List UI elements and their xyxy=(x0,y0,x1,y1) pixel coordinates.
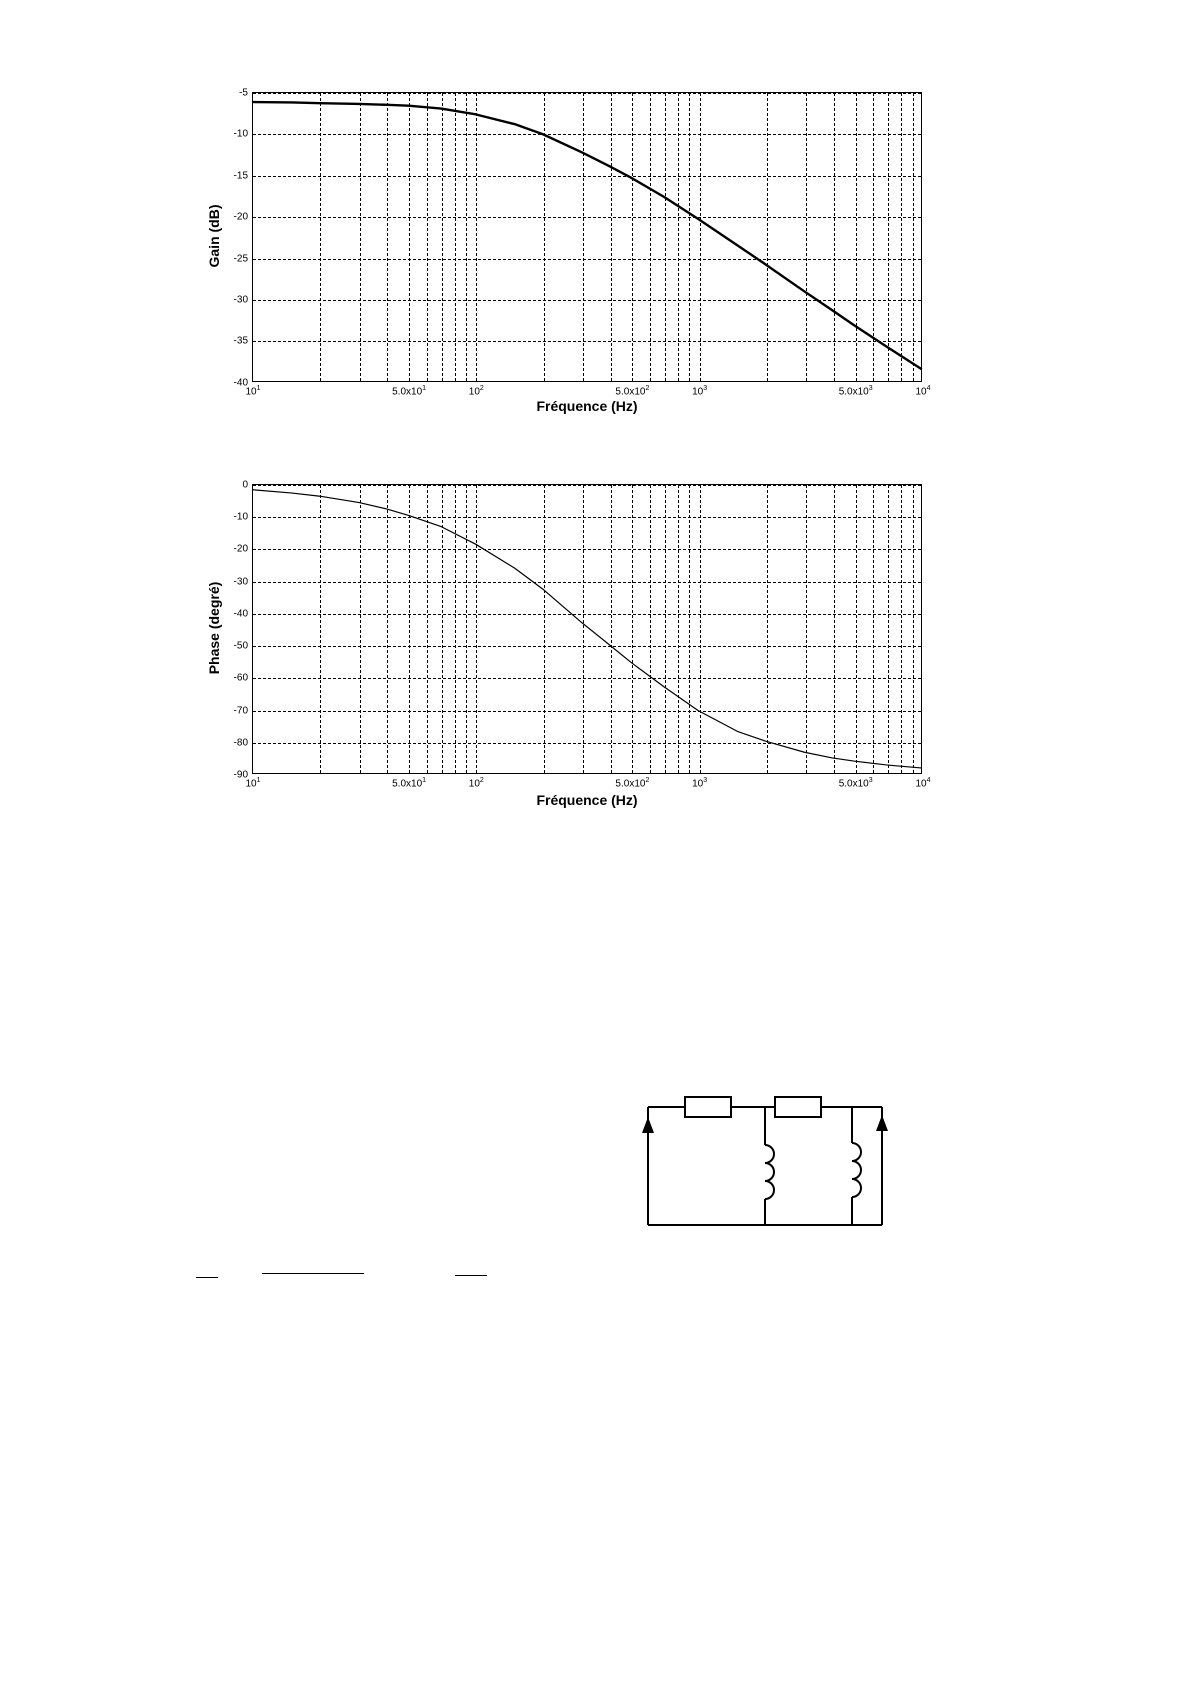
phase-xtick-mantissa: 5.0x10 xyxy=(392,778,423,790)
phase-curve xyxy=(253,490,921,768)
gain-ytick-label: -30 xyxy=(233,294,248,306)
phase-xtick-label xyxy=(469,777,484,789)
phase-xtick-label xyxy=(692,777,707,789)
phase-xtick-exponent: 4 xyxy=(926,777,931,784)
phase-xtick-exponent: 1 xyxy=(422,777,427,784)
phase-xtick-label xyxy=(615,777,649,789)
gain-ytick-label: -15 xyxy=(233,170,248,182)
gain-bode-chart xyxy=(200,78,960,418)
phase-ytick-label: -70 xyxy=(233,705,248,717)
horizontal-rule xyxy=(196,1277,218,1278)
gain-ytick-label: -35 xyxy=(233,335,248,347)
gain-xtick-exponent: 2 xyxy=(645,385,650,392)
phase-bode-chart xyxy=(200,470,960,815)
phase-xtick-exponent: 1 xyxy=(256,777,261,784)
gain-xtick-label xyxy=(392,385,426,397)
gain-xtick-label xyxy=(469,385,484,397)
gain-xtick-label xyxy=(692,385,707,397)
gain-xtick-mantissa: 5.0x10 xyxy=(838,386,869,398)
gain-y-axis-title: Gain (dB) xyxy=(206,204,222,268)
phase-plot-area xyxy=(233,479,931,790)
gain-xtick-exponent: 3 xyxy=(868,385,873,392)
gain-xtick-mantissa: 5.0x10 xyxy=(615,386,646,398)
phase-xtick-label xyxy=(245,777,260,789)
phase-ytick-label: -20 xyxy=(233,543,248,555)
phase-xtick-mantissa: 5.0x10 xyxy=(838,778,869,790)
gain-ytick-label: -25 xyxy=(233,253,248,265)
horizontal-rule xyxy=(262,1273,364,1274)
phase-xtick-mantissa: 10 xyxy=(692,778,704,790)
phase-xtick-mantissa: 10 xyxy=(245,778,257,790)
phase-xtick-mantissa: 5.0x10 xyxy=(615,778,646,790)
phase-ytick-label: -80 xyxy=(233,737,248,749)
inductor-2 xyxy=(852,1143,861,1197)
phase-ytick-label: -90 xyxy=(233,769,248,781)
resistor-1 xyxy=(685,1097,731,1117)
phase-ytick-label: -60 xyxy=(233,672,248,684)
gain-ytick-label: -40 xyxy=(233,377,248,389)
phase-ytick-label: 0 xyxy=(242,479,248,491)
phase-ytick-label: -50 xyxy=(233,640,248,652)
gain-xtick-mantissa: 10 xyxy=(468,386,480,398)
gain-curve xyxy=(253,102,921,369)
phase-xtick-exponent: 2 xyxy=(479,777,484,784)
gain-xtick-mantissa: 5.0x10 xyxy=(392,386,423,398)
gain-x-axis-title: Fréquence (Hz) xyxy=(536,398,638,414)
gain-xtick-exponent: 1 xyxy=(422,385,427,392)
gain-xtick-mantissa: 10 xyxy=(915,386,927,398)
phase-ytick-label: -40 xyxy=(233,608,248,620)
input-current-arrow xyxy=(642,1117,654,1203)
resistor-2 xyxy=(775,1097,821,1117)
phase-ytick-label: -30 xyxy=(233,576,248,588)
gain-xtick-label xyxy=(615,385,649,397)
phase-curve-svg xyxy=(253,485,921,773)
phase-y-axis-title: Phase (degré) xyxy=(206,581,222,675)
output-current-arrow xyxy=(876,1115,888,1217)
gain-xtick-exponent: 1 xyxy=(256,385,261,392)
gain-plot-area xyxy=(233,87,931,398)
phase-xtick-mantissa: 10 xyxy=(468,778,480,790)
phase-xtick-exponent: 3 xyxy=(703,777,708,784)
gain-ytick-label: -20 xyxy=(233,211,248,223)
circuit-svg xyxy=(630,1085,930,1255)
gain-ytick-label: -10 xyxy=(233,128,248,140)
gain-xtick-label xyxy=(839,385,873,397)
gain-xtick-exponent: 3 xyxy=(703,385,708,392)
gain-xtick-exponent: 4 xyxy=(926,385,931,392)
phase-xtick-mantissa: 10 xyxy=(915,778,927,790)
phase-xtick-label xyxy=(839,777,873,789)
phase-xtick-exponent: 2 xyxy=(645,777,650,784)
phase-x-axis-title: Fréquence (Hz) xyxy=(536,792,638,808)
gain-xtick-mantissa: 10 xyxy=(692,386,704,398)
phase-xtick-label xyxy=(915,777,930,789)
gain-curve-svg xyxy=(253,93,921,381)
gain-xtick-mantissa: 10 xyxy=(245,386,257,398)
inductor-1 xyxy=(765,1145,774,1199)
gain-xtick-exponent: 2 xyxy=(479,385,484,392)
phase-ytick-label: -10 xyxy=(233,511,248,523)
phase-xtick-label xyxy=(392,777,426,789)
circuit-schematic xyxy=(630,1085,930,1255)
gain-ytick-label: -5 xyxy=(239,87,248,99)
phase-xtick-exponent: 3 xyxy=(868,777,873,784)
horizontal-rule xyxy=(455,1275,487,1276)
gain-xtick-label xyxy=(245,385,260,397)
gain-xtick-label xyxy=(915,385,930,397)
